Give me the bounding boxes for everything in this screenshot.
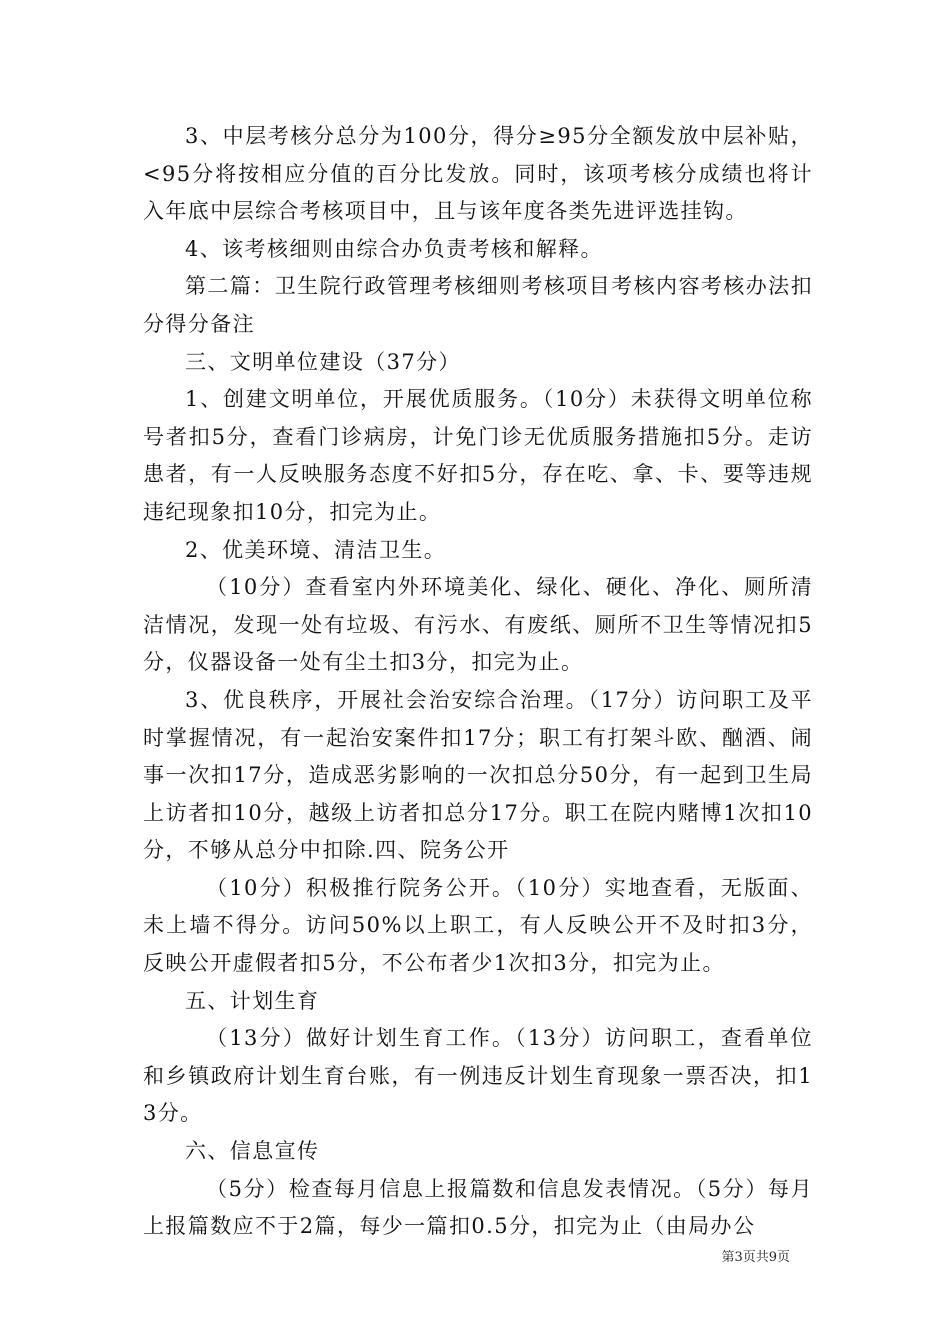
paragraph-public-order: 3、优良秩序，开展社会治安综合治理。（17分）访问职工及平时掌握情况，有一起治安案件扣17分；职工有打架斗欧、酗酒、闹事一次扣17分，造成恶劣影响的一次扣总分50分，有一起到卫生局上访者扣10分，越级上访者扣总分17分。职工在院内赌博1次扣10分，不够从总分中扣除.四、院务公开 [143,687,813,863]
paragraph-environment-heading: 2、优美环境、清洁卫生。 [185,537,447,562]
paragraph-civilized-unit: 1、创建文明单位，开展优质服务。（10分）未获得文明单位称号者扣5分，查看门诊病房，计免门诊无优质服务措施扣5分。走访患者，有一人反映服务态度不好扣5分，存在吃、拿、卡、要等违规违纪现象扣10分，扣完为止。 [143,387,813,524]
section-heading-civilized-unit: 三、文明单位建设（37分） [185,349,461,374]
paragraph-environment-rules: （10分）查看室内外环境美化、绿化、硬化、净化、厕所清洁情况，发现一处有垃圾、有污水、有废纸、厕所不卫生等情况扣5分，仪器设备一处有尘土扣3分，扣完为止。 [143,575,813,675]
document-body [143,118,813,1246]
section-heading-family-planning: 五、计划生育 [185,988,320,1013]
section-heading-information: 六、信息宣传 [185,1139,320,1164]
paragraph-information: （5分）检查每月信息上报篇数和信息发表情况。（5分）每月上报篇数应不于2篇，每少一篇扣0.5分，扣完为止（由局办公 [143,1176,813,1239]
paragraph-family-planning: （13分）做好计划生育工作。（13分）访问职工，查看单位和乡镇政府计划生育台账，有一例违反计划生育现象一票否决，扣13分。 [143,1026,813,1126]
paragraph-hospital-affairs: （10分）积极推行院务公开。（10分）实地查看，无版面、未上墙不得分。访问50%以上职工，有人反映公开不及时扣3分，反映公开虚假者扣5分，不公布者少1次扣3分，扣完为止。 [143,875,813,976]
paragraph-assessment-responsibility: 4、该考核细则由综合办负责考核和解释。 [185,236,603,261]
paragraph-middle-assessment-score: 3、中层考核分总分为100分，得分≥95分全额发放中层补贴，<95分将按相应分值的百分比发放。同时，该项考核分成绩也将计入年底中层综合考核项目中，且与该年度各类先进评选挂钩。 [143,124,813,224]
paragraph-part-two-heading: 第二篇：卫生院行政管理考核细则考核项目考核内容考核办法扣分得分备注 [143,274,813,336]
page-number: 第3页共9页 [721,1250,790,1265]
